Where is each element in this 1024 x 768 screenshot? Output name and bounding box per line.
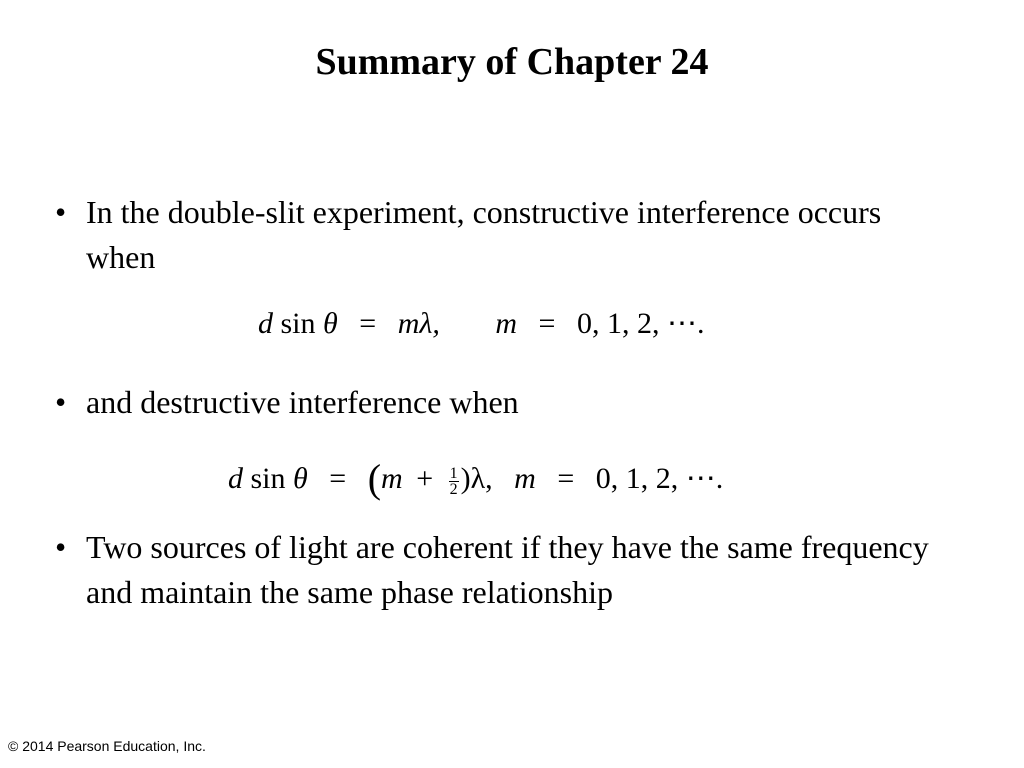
bullet-item-constructive bbox=[55, 190, 935, 280]
bullet-marker: • bbox=[55, 529, 67, 565]
copyright-footer: © 2014 Pearson Education, Inc. bbox=[8, 738, 206, 754]
bullet-item-destructive bbox=[55, 380, 935, 425]
bullet-marker: • bbox=[55, 384, 67, 420]
bullet-text: and destructive interference when bbox=[86, 384, 519, 420]
equation-destructive: d sin θ = (m + $\frac{1}{2}$ )λ, m = 0, 1, 2, ⋯. bbox=[228, 456, 724, 501]
bullet-item-coherent bbox=[55, 525, 935, 615]
equation-constructive: d sin θ = mλ, m = 0, 1, 2, ⋯. bbox=[258, 307, 705, 340]
bullet-text: In the double-slit experiment, constructive interference occurs when bbox=[86, 194, 882, 275]
bullet-marker: • bbox=[55, 194, 67, 230]
slide-title: Summary of Chapter 24 bbox=[315, 41, 709, 83]
fraction-one-half: $\frac{1}{2}$ bbox=[449, 464, 458, 498]
bullet-text: Two sources of light are coherent if they have the same frequency and maintain the same phase relationship bbox=[86, 529, 929, 610]
